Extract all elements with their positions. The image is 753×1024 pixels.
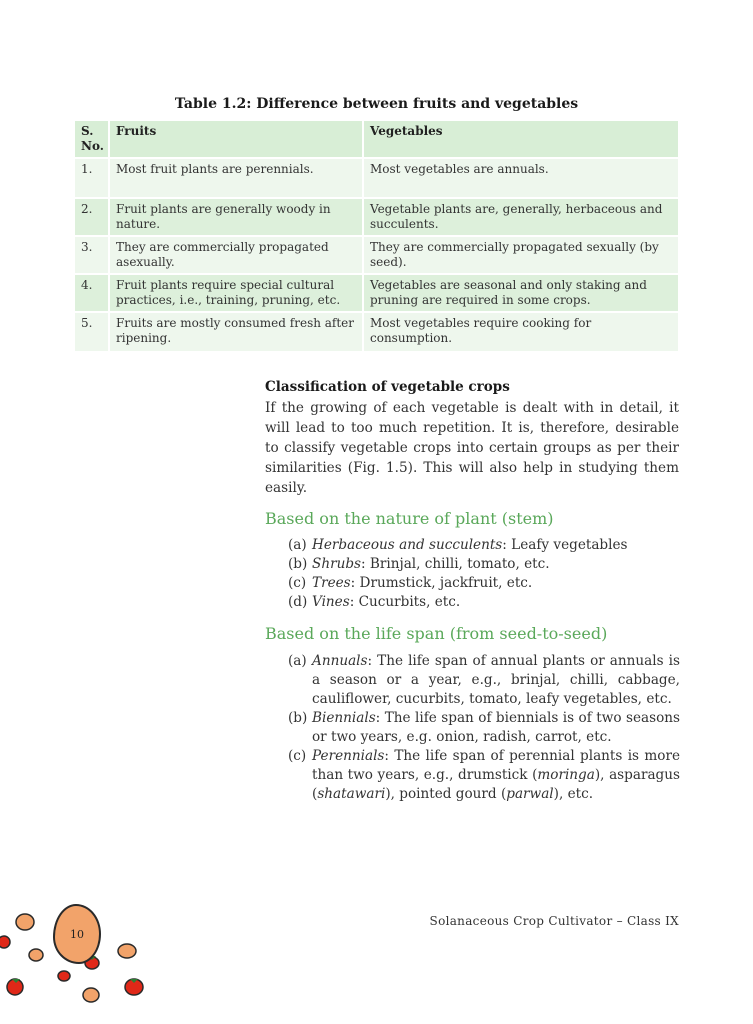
cell-sno: 2. <box>75 198 109 236</box>
item-text: : The life span of annual plants or annuals is a season or a year, e.g., brinjal, chilli, cabbage, cauliflower, cucurbits, tomato, leafy vegetables, etc. <box>312 653 680 707</box>
stem-list <box>288 536 680 612</box>
item-label: (d) <box>288 594 308 610</box>
table-row <box>75 312 679 352</box>
item-label: (a) <box>288 537 307 553</box>
list-item <box>288 536 680 555</box>
item-label: (c) <box>288 748 307 764</box>
item-text: : Cucurbits, etc. <box>349 594 461 610</box>
classification-paragraph: If the growing of each vegetable is dealt with in detail, it will lead to too much repetition. It is, therefore, desirable to classify vegetable crops into certain groups as per their similarities (Fig. 1.5). This will also help in studying them easily. <box>265 400 679 496</box>
item-term: moringa <box>537 767 595 783</box>
cell-fruits: They are commercially propagated asexually. <box>109 236 363 274</box>
item-term: Perennials <box>312 748 385 764</box>
item-label: (b) <box>288 710 308 726</box>
table-row <box>75 198 679 236</box>
list-item <box>288 574 680 593</box>
list-item <box>288 593 680 612</box>
cell-vegetables: Most vegetables require cooking for consumption. <box>363 312 679 352</box>
lifespan-list <box>288 652 680 804</box>
header-sno: S. No. <box>75 121 109 158</box>
cell-fruits: Fruit plants require special cultural practices, i.e., training, pruning, etc. <box>109 274 363 312</box>
item-term: Herbaceous and succulents <box>312 537 503 553</box>
cell-vegetables: Most vegetables are annuals. <box>363 158 679 198</box>
item-label: (c) <box>288 575 307 591</box>
cell-sno: 1. <box>75 158 109 198</box>
cell-vegetables: Vegetables are seasonal and only staking and pruning are required in some crops. <box>363 274 679 312</box>
item-text: : Brinjal, chilli, tomato, etc. <box>361 556 550 572</box>
header-vegetables: Vegetables <box>363 121 679 158</box>
item-term: parwal <box>506 786 554 802</box>
cell-fruits: Most fruit plants are perennials. <box>109 158 363 198</box>
item-term: shatawari <box>317 786 386 802</box>
stem-section-heading: Based on the nature of plant (stem) <box>265 509 554 528</box>
cell-fruits: Fruits are mostly consumed fresh after ripening. <box>109 312 363 352</box>
item-term: Shrubs <box>312 556 361 572</box>
item-text: : The life span of perennial plants is more than two years, e.g., drumstick ( <box>312 748 680 783</box>
cell-vegetables: They are commercially propagated sexually (by seed). <box>363 236 679 274</box>
item-text: ), asparagus ( <box>312 767 680 802</box>
item-term: Vines <box>312 594 350 610</box>
running-footer: Solanaceous Crop Cultivator – Class IX <box>429 914 679 928</box>
table-row <box>75 158 679 198</box>
lifespan-section-heading: Based on the life span (from seed-to-seed) <box>265 624 608 643</box>
classification-title: Classification of vegetable crops <box>265 379 510 395</box>
item-term: Biennials <box>312 710 376 726</box>
item-term: Annuals <box>312 653 368 669</box>
item-text: ), pointed gourd ( <box>385 786 507 802</box>
item-text: ), etc. <box>553 786 594 802</box>
table-title: Table 1.2: Difference between fruits and vegetables <box>174 96 579 112</box>
list-item <box>288 652 680 709</box>
item-term: Trees <box>312 575 351 591</box>
list-item <box>288 555 680 574</box>
list-item <box>288 747 680 804</box>
table-header-row <box>75 121 679 158</box>
item-label: (a) <box>288 653 307 669</box>
table-row <box>75 274 679 312</box>
cell-vegetables: Vegetable plants are, generally, herbaceous and succulents. <box>363 198 679 236</box>
page-number: 10 <box>53 904 101 964</box>
cell-fruits: Fruit plants are generally woody in nature. <box>109 198 363 236</box>
cell-sno: 5. <box>75 312 109 352</box>
item-text: : The life span of biennials is of two seasons or two years, e.g. onion, radish, carrot, etc. <box>312 710 680 745</box>
table-row <box>75 236 679 274</box>
list-item <box>288 709 680 747</box>
item-text: : Leafy vegetables <box>502 537 628 553</box>
header-fruits: Fruits <box>109 121 363 158</box>
cell-sno: 4. <box>75 274 109 312</box>
cell-sno: 3. <box>75 236 109 274</box>
item-text: : Drumstick, jackfruit, etc. <box>350 575 533 591</box>
comparison-table <box>75 121 680 353</box>
item-label: (b) <box>288 556 308 572</box>
